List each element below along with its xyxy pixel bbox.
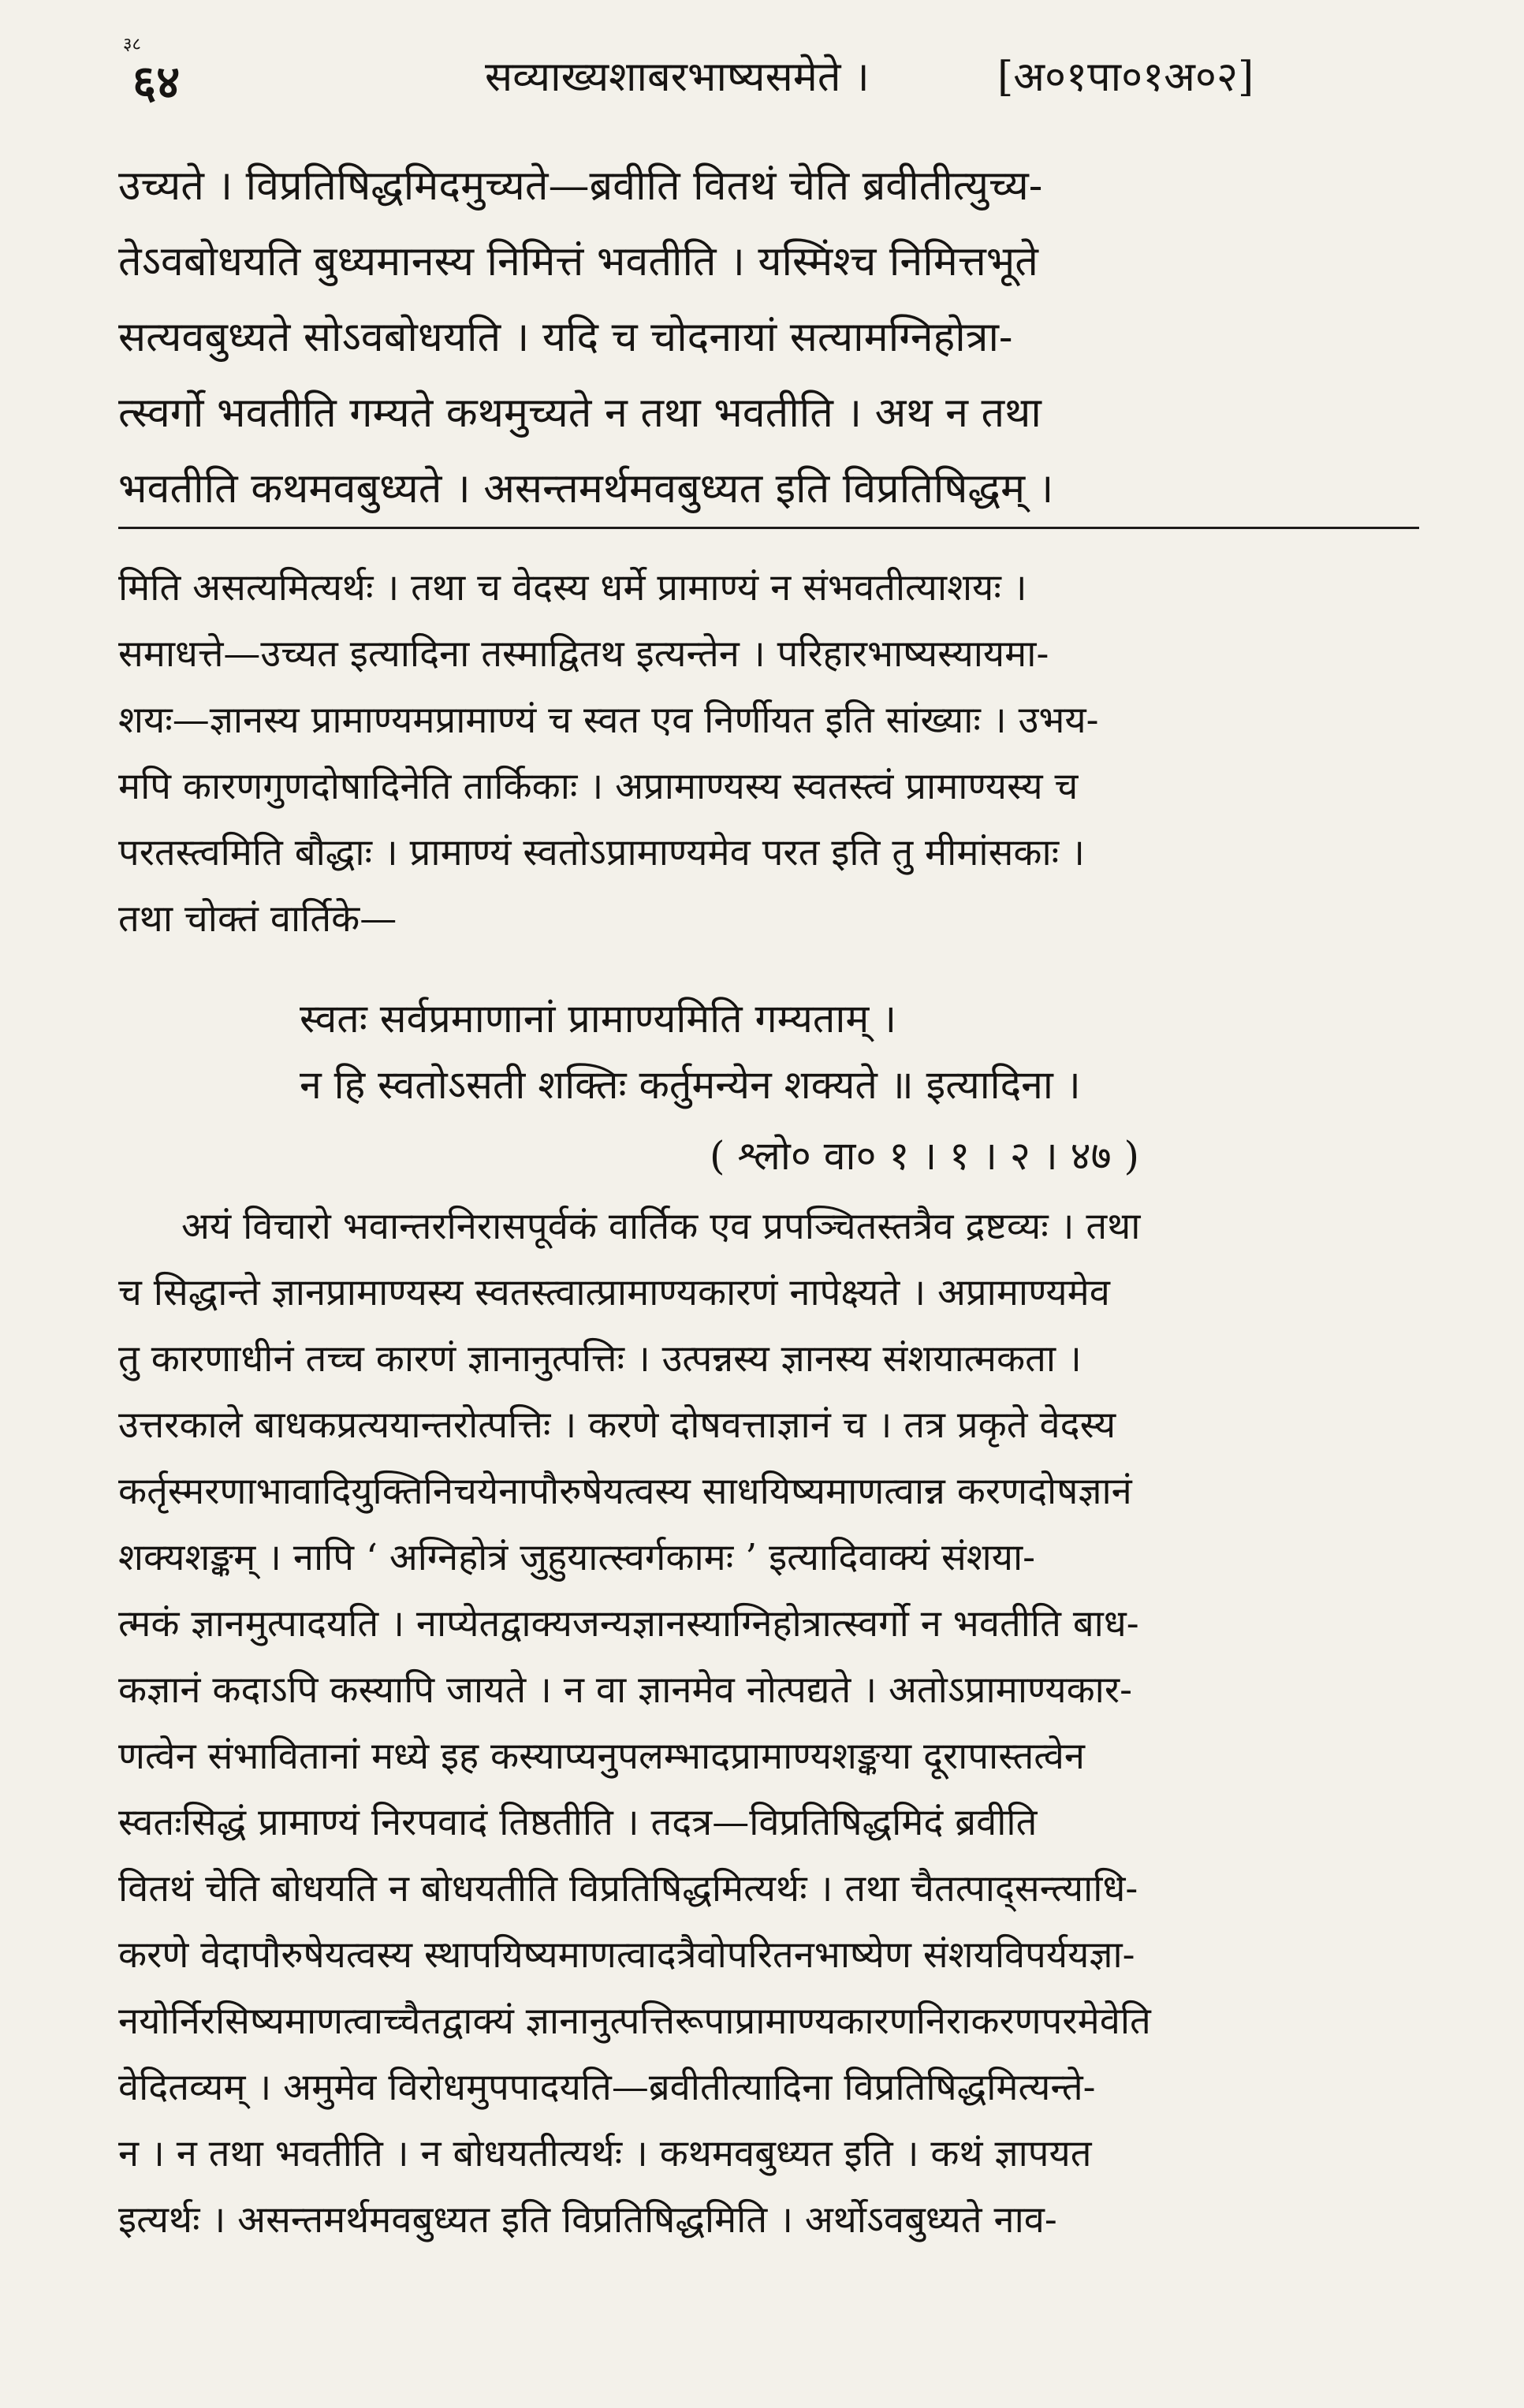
main-text [118,148,1419,527]
commentary-line: करणे वेदापौरुषेयत्वस्य स्थापयिष्यमाणत्वादत्रैवोपरितनभाष्येण संशयविपर्ययज्ञा- [118,1933,1135,1977]
commentary-line: समाधत्ते—उच्यत इत्यादिना तस्माद्वितथ इत्यन्तेन । परिहारभाष्यस्यायमा- [118,632,1049,676]
commentary-line: न । न तथा भवतीति । न बोधयतीत्यर्थः । कथमवबुध्यत इति । कथं ज्ञापयत [118,2132,1092,2175]
commentary-line: शक्यशङ्कम् । नापि ‘ अग्निहोत्रं जुहुयात्स्वर्गकामः ’ इत्यादिवाक्यं संशया- [118,1536,1036,1579]
main-text-line: त्स्वर्गो भवतीति गम्यते कथमुच्यते न तथा भवतीति । अथ न तथा [118,390,1041,437]
commentary-line: मिति असत्यमित्यर्थः । तथा च वेदस्य धर्मे प्रामाण्यं न संभवतीत्याशयः । [118,566,1027,609]
verse-reference: ( श्लो० वा० १ । १ । २ । ४७ ) [710,1133,1139,1179]
section-divider [118,527,1419,529]
commentary-line: तथा चोक्तं वार्तिके— [118,897,397,941]
main-text-line: भवतीति कथमवबुध्यते । असन्तमर्थमवबुध्यत इति विप्रतिषिद्धम् । [118,465,1054,513]
commentary-line: इत्यर्थः । असन्तमर्थमवबुध्यत इति विप्रतिषिद्धमिति । अर्थोऽवबुध्यते नाव- [118,2198,1057,2242]
commentary-line: नयोर्निरसिष्यमाणत्वाच्चैतद्वाक्यं ज्ञानानुत्पत्तिरूपाप्रामाण्यकारणनिराकरणपरमेवेति [118,2000,1151,2043]
commentary-line: कर्तृस्मरणाभावादियुक्तिनिचयेनापौरुषेयत्वस्य साधयिष्यमाणत्वान्न करणदोषज्ञानं [118,1470,1132,1513]
commentary-line: मपि कारणगुणदोषादिनेति तार्किकाः । अप्रामाण्यस्य स्वतस्त्वं प्रामाण्यस्य च [118,765,1079,808]
commentary-line: स्वतःसिद्धं प्रामाण्यं निरपवादं तिष्ठतीति । तदत्र—विप्रतिषिद्धमिदं ब्रवीति [118,1801,1038,1844]
verse-quote [300,986,1419,1118]
commentary-line: शयः—ज्ञानस्य प्रामाण्यमप्रामाण्यं च स्वत एव निर्णीयत इति सांख्याः । उभय- [118,699,1099,742]
commentary-line: तु कारणाधीनं तच्च कारणं ज्ञानानुत्पत्तिः । उत्पन्नस्य ज्ञानस्य संशयात्मकता । [118,1337,1082,1381]
verse-line: न हि स्वतोऽसती शक्तिः कर्तुमन्येन शक्यते ॥ इत्यादिना । [300,1062,1081,1108]
commentary-line: वितथं चेति बोधयति न बोधयतीति विप्रतिषिद्धमित्यर्थः । तथा चैतत्पाद्सन्त्याधि- [118,1867,1138,1910]
running-title: सव्याख्यशाबरभाष्यसमेते । [485,54,870,101]
commentary-line: वेदितव्यम् । अमुमेव विरोधमुपपादयति—ब्रवीतीत्यादिना विप्रतिषिद्धमित्यन्ते- [118,2066,1096,2109]
page-number: ६४ [132,55,181,109]
commentary [118,555,1419,952]
corner-mark: ३८ [123,35,141,54]
commentary-line: उत्तरकाले बाधकप्रत्ययान्तरोत्पत्तिः । करणे दोषवत्ताज्ञानं च । तत्र प्रकृते वेदस्य [118,1403,1116,1447]
commentary-line: णत्वेन संभावितानां मध्ये इह कस्याप्यनुपलम्भादप्रामाण्यशङ्कया दूरापास्तत्वेन [118,1735,1085,1778]
verse-line: स्वतः सर्वप्रमाणानां प्रामाण्यमिति गम्यताम् । [300,996,897,1042]
section-reference: [अ०१पा०१अ०२] [997,54,1254,101]
commentary-line: परतस्त्वमिति बौद्धाः । प्रामाण्यं स्वतोऽप्रामाण्यमेव परत इति तु मीमांसकाः । [118,831,1085,874]
commentary-line: कज्ञानं कदाऽपि कस्यापि जायते । न वा ज्ञानमेव नोत्पद्यते । अतोऽप्रामाण्यकार- [118,1668,1132,1712]
main-text-line: सत्यवबुध्यते सोऽवबोधयति । यदि च चोदनायां सत्यामग्निहोत्रा- [118,314,1013,361]
commentary-line: त्मकं ज्ञानमुत्पादयति । नाप्येतद्वाक्यजन्यज्ञानस्याग्निहोत्रात्स्वर्गो न भवतीति बाध- [118,1602,1139,1646]
commentary-line: अयं विचारो भवान्तरनिरासपूर्वकं वार्तिक एव प्रपञ्चितस्तत्रैव द्रष्टव्यः । तथा [181,1205,1141,1248]
commentary-line: च सिद्धान्ते ज्ञानप्रामाण्यस्य स्वतस्त्वात्प्रामाण्यकारणं नापेक्ष्यते । अप्रामाण्यमेव [118,1271,1110,1314]
main-text-line: उच्यते । विप्रतिषिद्धमिदमुच्यते—ब्रवीति वितथं चेति ब्रवीतीत्युच्य- [118,162,1043,210]
main-text-line: तेऽवबोधयति बुध्यमानस्य निमित्तं भवतीति । यस्मिंश्च निमित्तभूते [118,238,1038,285]
commentary-continued [118,1194,1419,2253]
